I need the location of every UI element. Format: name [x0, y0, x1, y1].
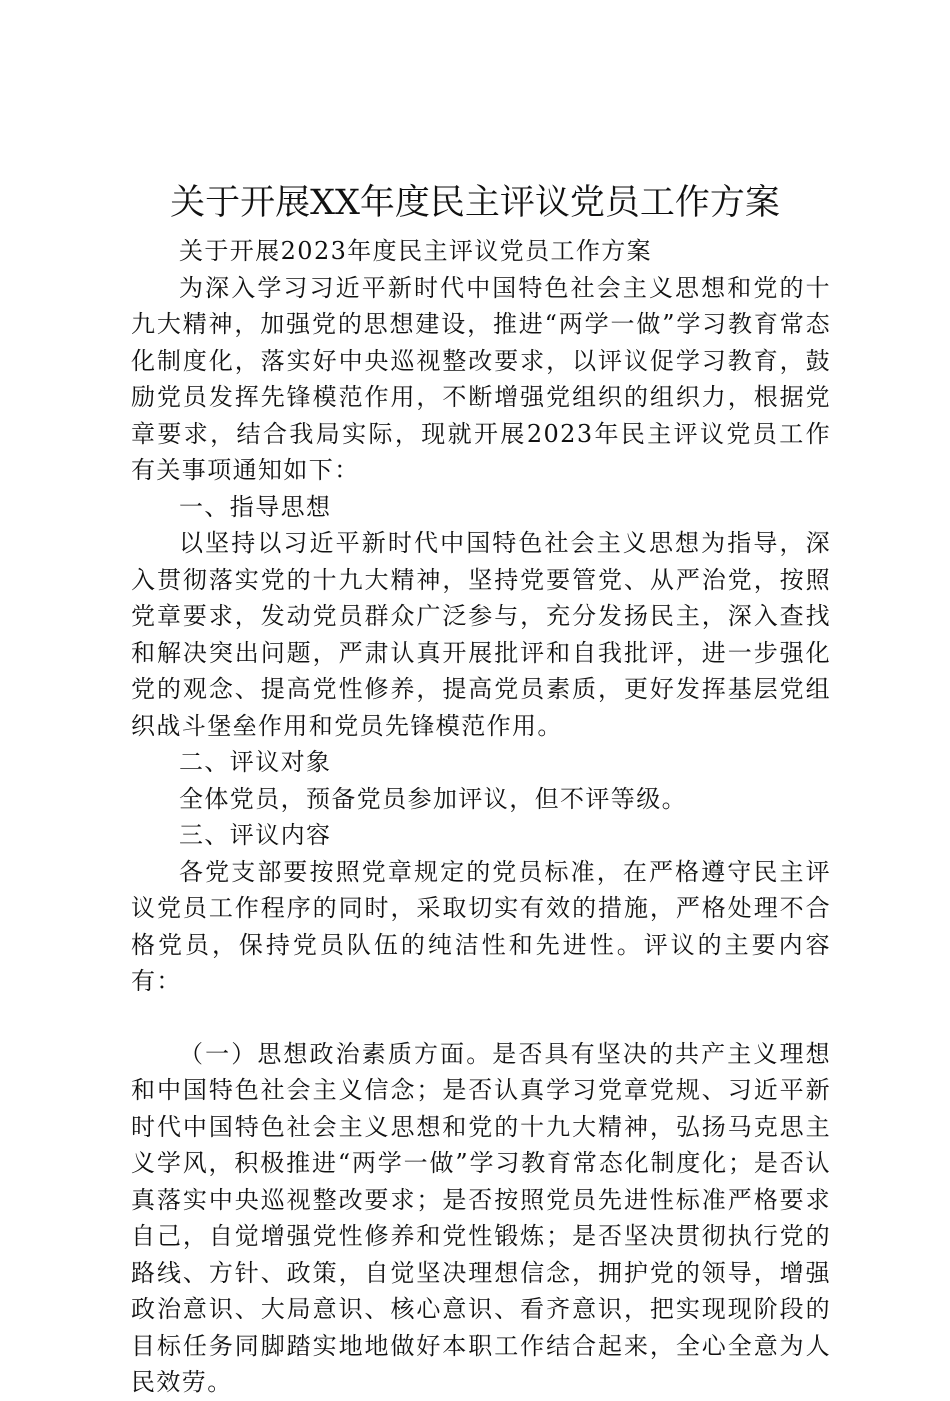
paragraph-evaluation-content: 各党支部要按照党章规定的党员标准，在严格遵守民主评议党员工作程序的同时，采取切实有效的措施，严格处理不合格党员，保持党员队伍的纯洁性和先进性。评议的主要内容有： — [131, 857, 831, 995]
document-title: 关于开展XX年度民主评议党员工作方案 — [170, 183, 780, 223]
heading-evaluation-content: 三、评议内容 — [179, 821, 332, 849]
heading-evaluation-targets: 二、评议对象 — [179, 748, 332, 776]
heading-guiding-ideology: 一、指导思想 — [179, 492, 332, 521]
paragraph-guiding-ideology: 以坚持以习近平新时代中国特色社会主义思想为指导，深入贯彻落实党的十九大精神，坚持党要管党、从严治党，按照党章要求，发动党员群众广泛参与，充分发扬民主，深入查找和解决突出问题，严肃认真开展批评和自我批评，进一步强化党的观念、提高党性修养，提高党员素质，更好发挥基层党组织战斗堡垒作用和党员先锋模范作用。 — [131, 529, 831, 740]
paragraph-subtitle: 关于开展2023年度民主评议党员工作方案 — [179, 237, 653, 265]
paragraph-intro: 为深入学习习近平新时代中国特色社会主义思想和党的十九大精神，加强党的思想建设，推进“两学一做”学习教育常态化制度化，落实好中央巡视整改要求，以评议促学习教育，鼓励党员发挥先锋模范作用，不断增强党组织的组织力，根据党章要求，结合我局实际，现就开展2023年民主评议党员工作有关事项通知如下： — [131, 273, 831, 484]
document-body — [131, 233, 831, 1401]
paragraph-political-quality: （一）思想政治素质方面。是否具有坚决的共产主义理想和中国特色社会主义信念；是否认真学习党章党规、习近平新时代中国特色社会主义思想和党的十九大精神，弘扬马克思主义学风，积极推进“两学一做”学习教育常态化制度化；是否认真落实中央巡视整改要求；是否按照党员先进性标准严格要求自己，自觉增强党性修养和党性锻炼；是否坚决贯彻执行党的路线、方针、政策，自觉坚决理想信念，拥护党的领导，增强政治意识、大局意识、核心意识、看齐意识，把实现现阶段的目标任务同脚踏实地地做好本职工作结合起来，全心全意为人民效劳。 — [131, 1039, 831, 1396]
paragraph-evaluation-targets: 全体党员，预备党员参加评议，但不评等级。 — [179, 784, 687, 813]
